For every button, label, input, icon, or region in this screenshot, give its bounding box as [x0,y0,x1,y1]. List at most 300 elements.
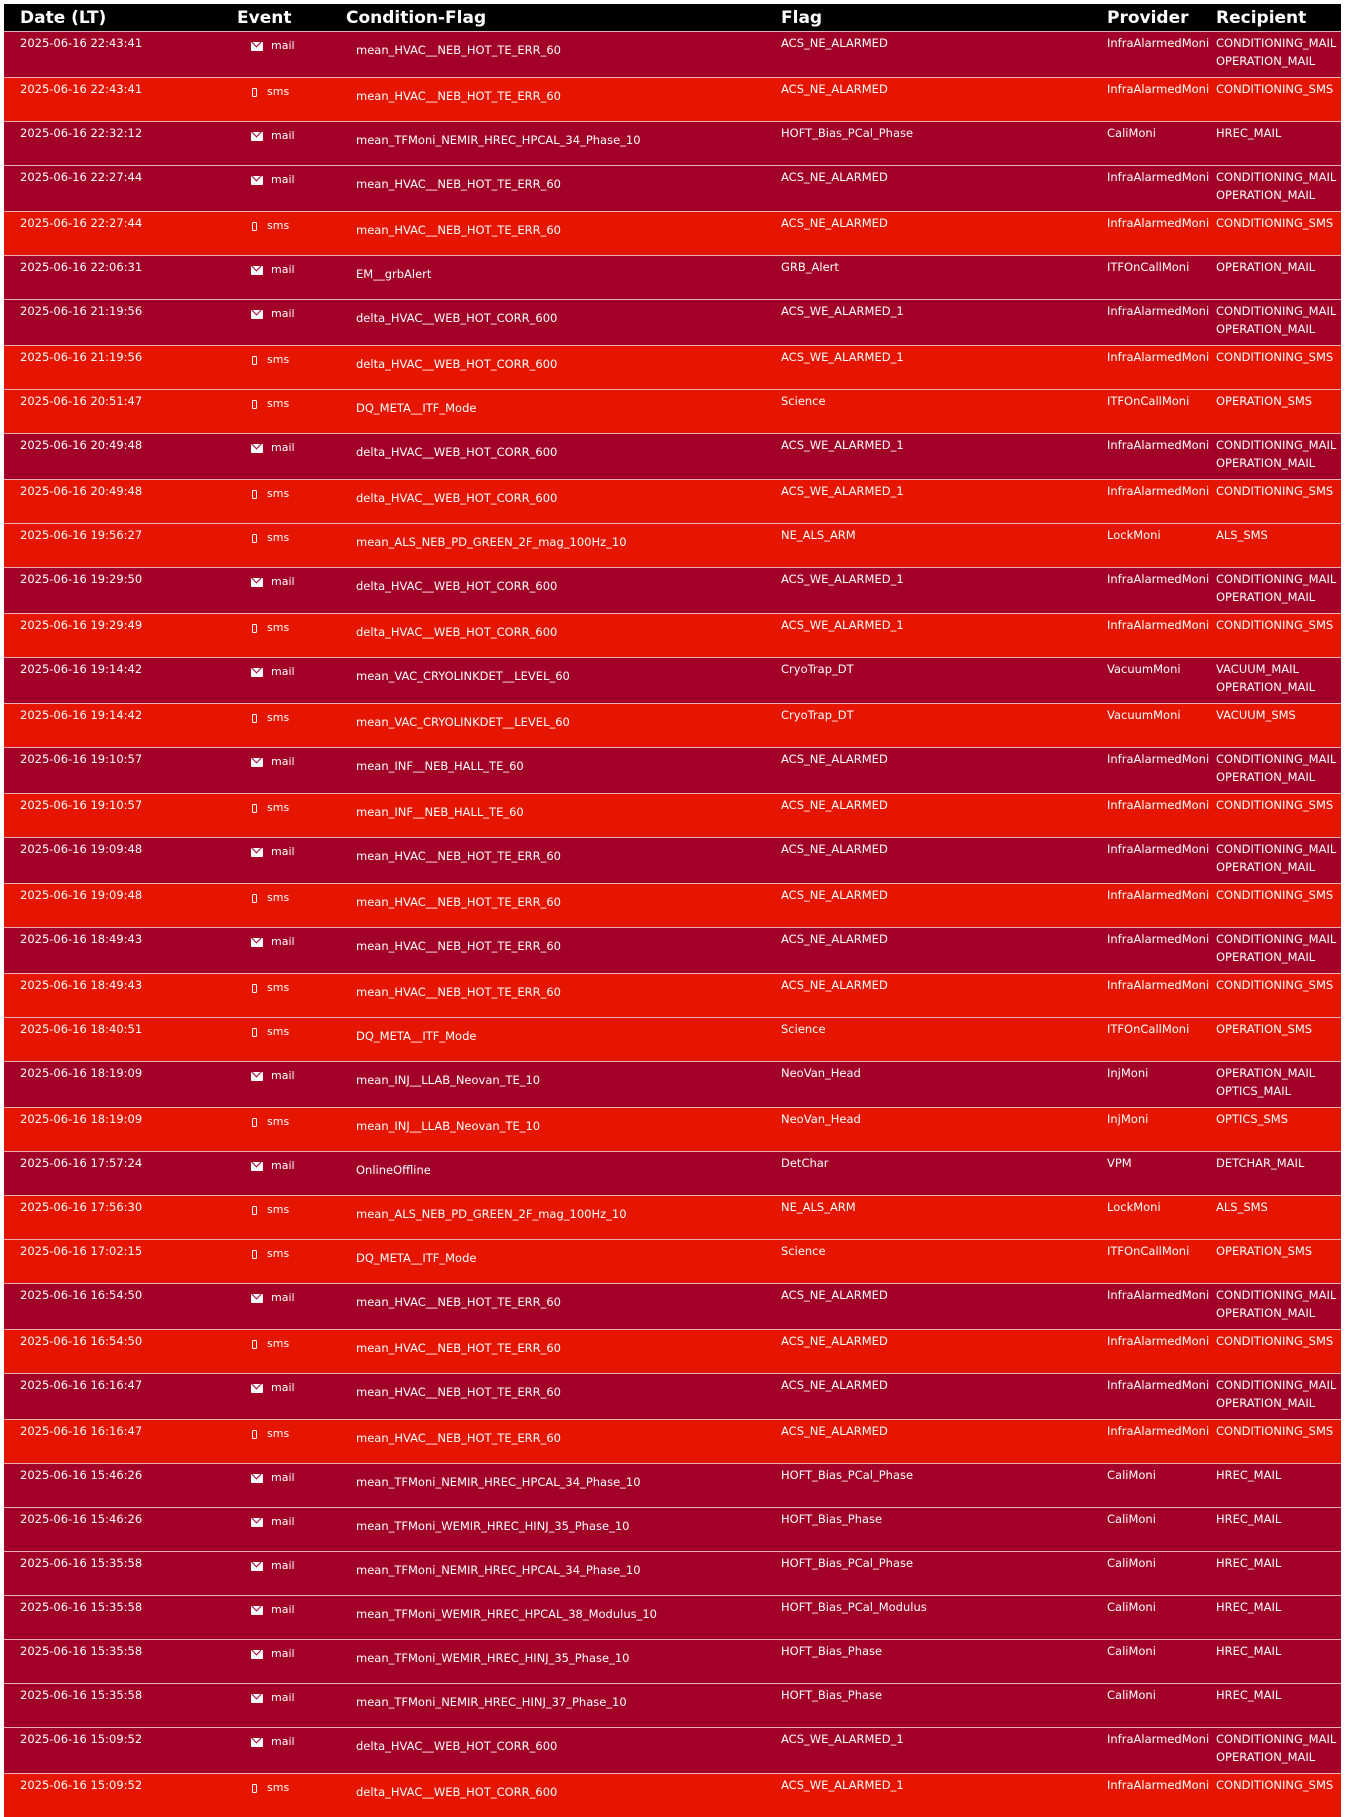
date-cell: 2025-06-16 20:49:48 [4,433,237,479]
event-label: sms [267,353,290,366]
event-label: mail [271,39,295,52]
table-row[interactable] [4,1195,1341,1239]
condition-flag-cell: mean_HVAC__NEB_HOT_TE_ERR_60 [346,1419,781,1463]
condition-flag-cell: mean_TFMoni_NEMIR_HREC_HPCAL_34_Phase_10 [346,121,781,165]
date-cell: 2025-06-16 19:29:50 [4,567,237,613]
recipient-value: OPERATION_MAIL [1216,1306,1316,1320]
condition-flag-cell: mean_TFMoni_WEMIR_HREC_HINJ_35_Phase_10 [346,1507,781,1551]
condition-flag-cell: mean_TFMoni_NEMIR_HREC_HINJ_37_Phase_10 [346,1683,781,1727]
flag-cell: ACS_NE_ALARMED [781,1283,1107,1329]
event-cell [237,1683,346,1727]
mobile-phone-icon [252,1206,257,1215]
table-row[interactable] [4,165,1341,211]
date-cell: 2025-06-16 15:35:58 [4,1639,237,1683]
event-cell [237,883,346,927]
condition-flag-cell: delta_HVAC__WEB_HOT_CORR_600 [346,345,781,389]
mobile-phone-icon [252,984,257,993]
date-cell: 2025-06-16 19:09:48 [4,883,237,927]
recipient-value: CONDITIONING_SMS [1216,798,1334,812]
recipient-cell [1216,211,1341,255]
flag-cell: ACS_NE_ALARMED [781,31,1107,77]
table-row[interactable] [4,255,1341,299]
recipient-cell [1216,433,1341,479]
flag-cell: HOFT_Bias_PCal_Phase [781,121,1107,165]
event-label: mail [271,1159,295,1172]
envelope-icon [251,1738,263,1747]
provider-cell: InfraAlarmedMoni [1107,927,1216,973]
flag-cell: ACS_NE_ALARMED [781,1329,1107,1373]
flag-cell: HOFT_Bias_Phase [781,1683,1107,1727]
recipient-value: CONDITIONING_SMS [1216,1778,1334,1792]
condition-flag-cell: mean_TFMoni_NEMIR_HREC_HPCAL_34_Phase_10 [346,1551,781,1595]
condition-flag-cell: mean_ALS_NEB_PD_GREEN_2F_mag_100Hz_10 [346,523,781,567]
flag-cell: ACS_NE_ALARMED [781,793,1107,837]
recipient-cell [1216,613,1341,657]
table-row[interactable] [4,523,1341,567]
condition-flag-cell: OnlineOffline [346,1151,781,1195]
flag-cell: DetChar [781,1151,1107,1195]
recipient-cell [1216,837,1341,883]
event-label: sms [267,397,290,410]
event-cell [237,1727,346,1773]
envelope-icon [251,1474,263,1483]
mobile-phone-icon [252,1340,257,1349]
mobile-phone-icon [252,1430,257,1439]
envelope-icon [251,1606,263,1615]
date-cell: 2025-06-16 18:40:51 [4,1017,237,1061]
table-row[interactable] [4,31,1341,77]
event-cell [237,703,346,747]
table-row[interactable] [4,1329,1341,1373]
table-row[interactable] [4,1151,1341,1195]
event-label: sms [267,531,290,544]
mobile-phone-icon [252,222,257,231]
provider-cell: CaliMoni [1107,1463,1216,1507]
envelope-icon [251,444,263,453]
table-row[interactable] [4,1463,1341,1507]
date-cell: 2025-06-16 20:49:48 [4,479,237,523]
recipient-value: CONDITIONING_SMS [1216,618,1334,632]
condition-flag-cell: delta_HVAC__WEB_HOT_CORR_600 [346,1727,781,1773]
column-header-provider[interactable]: Provider [1107,4,1216,31]
provider-cell: CaliMoni [1107,1639,1216,1683]
provider-cell: ITFOnCallMoni [1107,255,1216,299]
table-row[interactable] [4,1507,1341,1551]
table-row[interactable] [4,657,1341,703]
provider-cell: VacuumMoni [1107,657,1216,703]
provider-cell: InfraAlarmedMoni [1107,211,1216,255]
table-row[interactable] [4,1061,1341,1107]
recipient-value: CONDITIONING_MAIL [1216,932,1337,946]
provider-cell: InfraAlarmedMoni [1107,1329,1216,1373]
date-cell: 2025-06-16 16:54:50 [4,1283,237,1329]
date-cell: 2025-06-16 21:19:56 [4,345,237,389]
provider-cell: CaliMoni [1107,1683,1216,1727]
table-row[interactable] [4,77,1341,121]
condition-flag-cell: mean_HVAC__NEB_HOT_TE_ERR_60 [346,1329,781,1373]
recipient-cell [1216,1551,1341,1595]
recipient-value: OPERATION_SMS [1216,1022,1313,1036]
date-cell: 2025-06-16 15:35:58 [4,1683,237,1727]
event-cell [237,747,346,793]
provider-cell: InfraAlarmedMoni [1107,1283,1216,1329]
table-row[interactable] [4,1551,1341,1595]
provider-cell: LockMoni [1107,1195,1216,1239]
date-cell: 2025-06-16 16:16:47 [4,1373,237,1419]
mobile-phone-icon [252,1784,257,1793]
recipient-value: CONDITIONING_MAIL [1216,438,1337,452]
event-cell [237,613,346,657]
provider-cell: VacuumMoni [1107,703,1216,747]
event-label: sms [267,219,290,232]
recipient-cell [1216,1283,1341,1329]
mobile-phone-icon [252,1250,257,1259]
recipient-value: OPERATION_SMS [1216,394,1313,408]
recipient-value: OPERATION_MAIL [1216,950,1316,964]
event-label: sms [267,1781,290,1794]
date-cell: 2025-06-16 15:46:26 [4,1507,237,1551]
table-row[interactable] [4,345,1341,389]
event-label: mail [271,1069,295,1082]
flag-cell: ACS_NE_ALARMED [781,1419,1107,1463]
recipient-value: OPERATION_MAIL [1216,260,1316,274]
table-row[interactable] [4,1773,1341,1817]
flag-cell: HOFT_Bias_Phase [781,1507,1107,1551]
event-label: mail [271,1381,295,1394]
date-cell: 2025-06-16 18:19:09 [4,1107,237,1151]
table-row[interactable] [4,433,1341,479]
flag-cell: GRB_Alert [781,255,1107,299]
table-row[interactable] [4,613,1341,657]
table-row[interactable] [4,1419,1341,1463]
flag-cell: NE_ALS_ARM [781,1195,1107,1239]
envelope-icon [251,132,263,141]
table-row[interactable] [4,1107,1341,1151]
table-row[interactable] [4,1595,1341,1639]
flag-cell: ACS_WE_ALARMED_1 [781,1773,1107,1817]
recipient-value: OPERATION_SMS [1216,1244,1313,1258]
recipient-value: VACUUM_SMS [1216,708,1296,722]
table-row[interactable] [4,299,1341,345]
date-cell: 2025-06-16 22:06:31 [4,255,237,299]
date-cell: 2025-06-16 15:35:58 [4,1595,237,1639]
event-cell [237,1017,346,1061]
flag-cell: CryoTrap_DT [781,657,1107,703]
recipient-value: CONDITIONING_SMS [1216,82,1334,96]
condition-flag-cell: mean_HVAC__NEB_HOT_TE_ERR_60 [346,165,781,211]
recipient-value: CONDITIONING_SMS [1216,1424,1334,1438]
recipient-value: ALS_SMS [1216,1200,1268,1214]
date-cell: 2025-06-16 19:14:42 [4,657,237,703]
condition-flag-cell: mean_HVAC__NEB_HOT_TE_ERR_60 [346,973,781,1017]
date-cell: 2025-06-16 19:14:42 [4,703,237,747]
envelope-icon [251,266,263,275]
event-cell [237,793,346,837]
recipient-value: OPERATION_MAIL [1216,1750,1316,1764]
provider-cell: InfraAlarmedMoni [1107,1727,1216,1773]
condition-flag-cell: delta_HVAC__WEB_HOT_CORR_600 [346,567,781,613]
provider-cell: InfraAlarmedMoni [1107,479,1216,523]
provider-cell: InfraAlarmedMoni [1107,165,1216,211]
table-row[interactable] [4,1373,1341,1419]
recipient-cell [1216,389,1341,433]
event-label: mail [271,1515,295,1528]
envelope-icon [251,1650,263,1659]
date-cell: 2025-06-16 22:43:41 [4,77,237,121]
date-cell: 2025-06-16 16:16:47 [4,1419,237,1463]
provider-cell: InfraAlarmedMoni [1107,837,1216,883]
recipient-value: CONDITIONING_SMS [1216,216,1334,230]
event-label: mail [271,575,295,588]
date-cell: 2025-06-16 19:29:49 [4,613,237,657]
event-label: mail [271,1691,295,1704]
recipient-cell [1216,1683,1341,1727]
recipient-value: HREC_MAIL [1216,1600,1282,1614]
condition-flag-cell: mean_INJ__LLAB_Neovan_TE_10 [346,1107,781,1151]
table-row[interactable] [4,1239,1341,1283]
recipient-value: OPERATION_MAIL [1216,188,1316,202]
recipient-cell [1216,883,1341,927]
mobile-phone-icon [252,400,257,409]
recipient-value: HREC_MAIL [1216,1556,1282,1570]
event-cell [237,1773,346,1817]
event-cell [237,31,346,77]
recipient-cell [1216,1195,1341,1239]
provider-cell: CaliMoni [1107,1507,1216,1551]
event-cell [237,1373,346,1419]
table-row[interactable] [4,927,1341,973]
recipient-cell [1216,973,1341,1017]
condition-flag-cell: mean_HVAC__NEB_HOT_TE_ERR_60 [346,883,781,927]
condition-flag-cell: mean_HVAC__NEB_HOT_TE_ERR_60 [346,1283,781,1329]
envelope-icon [251,668,263,677]
mobile-phone-icon [252,714,257,723]
flag-cell: ACS_NE_ALARMED [781,973,1107,1017]
flag-cell: ACS_WE_ALARMED_1 [781,299,1107,345]
event-cell [237,1595,346,1639]
recipient-cell [1216,1061,1341,1107]
table-row[interactable] [4,793,1341,837]
recipient-cell [1216,77,1341,121]
recipient-value: CONDITIONING_SMS [1216,1334,1334,1348]
event-label: mail [271,1647,295,1660]
table-row[interactable] [4,747,1341,793]
mobile-phone-icon [252,534,257,543]
event-label: sms [267,981,290,994]
table-row[interactable] [4,1727,1341,1773]
mobile-phone-icon [252,88,257,97]
table-row[interactable] [4,121,1341,165]
recipient-value: OPTICS_MAIL [1216,1084,1292,1098]
condition-flag-cell: mean_HVAC__NEB_HOT_TE_ERR_60 [346,211,781,255]
recipient-cell [1216,1419,1341,1463]
event-cell [237,1507,346,1551]
event-label: sms [267,621,290,634]
recipient-cell [1216,1107,1341,1151]
mobile-phone-icon [252,894,257,903]
event-label: sms [267,1427,290,1440]
event-label: mail [271,1735,295,1748]
recipient-cell [1216,1373,1341,1419]
event-cell [237,837,346,883]
recipient-cell [1216,567,1341,613]
recipient-cell [1216,1639,1341,1683]
flag-cell: Science [781,389,1107,433]
table-row[interactable] [4,883,1341,927]
provider-cell: InfraAlarmedMoni [1107,1773,1216,1817]
recipient-cell [1216,1239,1341,1283]
flag-cell: ACS_NE_ALARMED [781,77,1107,121]
date-cell: 2025-06-16 19:10:57 [4,747,237,793]
condition-flag-cell: EM__grbAlert [346,255,781,299]
date-cell: 2025-06-16 18:49:43 [4,973,237,1017]
column-header-date[interactable]: Date (LT) [4,4,237,31]
table-row[interactable] [4,1283,1341,1329]
event-cell [237,1151,346,1195]
event-cell [237,345,346,389]
date-cell: 2025-06-16 15:09:52 [4,1773,237,1817]
provider-cell: InfraAlarmedMoni [1107,31,1216,77]
condition-flag-cell: DQ_META__ITF_Mode [346,1239,781,1283]
table-body [4,31,1341,1817]
envelope-icon [251,1518,263,1527]
condition-flag-cell: mean_TFMoni_WEMIR_HREC_HINJ_35_Phase_10 [346,1639,781,1683]
recipient-value: CONDITIONING_SMS [1216,350,1334,364]
recipient-value: OPERATION_MAIL [1216,1066,1316,1080]
event-label: sms [267,801,290,814]
table-row[interactable] [4,567,1341,613]
event-label: mail [271,1291,295,1304]
envelope-icon [251,1694,263,1703]
event-label: mail [271,1603,295,1616]
recipient-value: OPERATION_MAIL [1216,770,1316,784]
recipient-value: OPERATION_MAIL [1216,1396,1316,1410]
provider-cell: InfraAlarmedMoni [1107,793,1216,837]
recipient-cell [1216,1595,1341,1639]
event-cell [237,77,346,121]
recipient-cell [1216,31,1341,77]
condition-flag-cell: mean_INF__NEB_HALL_TE_60 [346,747,781,793]
recipient-value: HREC_MAIL [1216,1688,1282,1702]
column-header-event[interactable]: Event [237,4,346,31]
flag-cell: ACS_WE_ALARMED_1 [781,613,1107,657]
recipient-cell [1216,747,1341,793]
recipient-cell [1216,345,1341,389]
column-header-flag[interactable]: Flag [781,4,1107,31]
flag-cell: HOFT_Bias_PCal_Modulus [781,1595,1107,1639]
table-row[interactable] [4,211,1341,255]
condition-flag-cell: mean_HVAC__NEB_HOT_TE_ERR_60 [346,77,781,121]
envelope-icon [251,176,263,185]
table-row[interactable] [4,1017,1341,1061]
recipient-value: CONDITIONING_MAIL [1216,304,1337,318]
flag-cell: HOFT_Bias_Phase [781,1639,1107,1683]
event-label: sms [267,1247,290,1260]
recipient-value: CONDITIONING_MAIL [1216,842,1337,856]
recipient-cell [1216,523,1341,567]
date-cell: 2025-06-16 22:43:41 [4,31,237,77]
event-label: sms [267,891,290,904]
event-label: mail [271,755,295,768]
recipient-cell [1216,1017,1341,1061]
condition-flag-cell: delta_HVAC__WEB_HOT_CORR_600 [346,433,781,479]
recipient-value: OPERATION_MAIL [1216,322,1316,336]
event-cell [237,165,346,211]
condition-flag-cell: delta_HVAC__WEB_HOT_CORR_600 [346,1773,781,1817]
recipient-value: DETCHAR_MAIL [1216,1156,1305,1170]
envelope-icon [251,1072,263,1081]
flag-cell: ACS_NE_ALARMED [781,1373,1107,1419]
date-cell: 2025-06-16 15:09:52 [4,1727,237,1773]
envelope-icon [251,1562,263,1571]
table-row[interactable] [4,973,1341,1017]
table-row[interactable] [4,1639,1341,1683]
event-cell [237,1239,346,1283]
event-label: mail [271,1471,295,1484]
flag-cell: HOFT_Bias_PCal_Phase [781,1551,1107,1595]
flag-cell: Science [781,1017,1107,1061]
recipient-cell [1216,299,1341,345]
recipient-cell [1216,657,1341,703]
column-header-condition-flag[interactable]: Condition-Flag [346,4,781,31]
provider-cell: InjMoni [1107,1107,1216,1151]
recipient-value: OPERATION_MAIL [1216,456,1316,470]
envelope-icon [251,310,263,319]
event-cell [237,927,346,973]
mobile-phone-icon [252,356,257,365]
condition-flag-cell: mean_ALS_NEB_PD_GREEN_2F_mag_100Hz_10 [346,1195,781,1239]
recipient-cell [1216,1727,1341,1773]
recipient-value: CONDITIONING_MAIL [1216,170,1337,184]
event-cell [237,1283,346,1329]
event-cell [237,1419,346,1463]
date-cell: 2025-06-16 22:27:44 [4,165,237,211]
envelope-icon [251,1294,263,1303]
event-cell [237,523,346,567]
table-row[interactable] [4,389,1341,433]
flag-cell: HOFT_Bias_PCal_Phase [781,1463,1107,1507]
flag-cell: ACS_NE_ALARMED [781,837,1107,883]
event-label: mail [271,845,295,858]
envelope-icon [251,578,263,587]
table-row[interactable] [4,703,1341,747]
flag-cell: ACS_NE_ALARMED [781,883,1107,927]
table-row[interactable] [4,837,1341,883]
event-label: sms [267,1025,290,1038]
event-label: mail [271,441,295,454]
condition-flag-cell: mean_HVAC__NEB_HOT_TE_ERR_60 [346,837,781,883]
provider-cell: InfraAlarmedMoni [1107,973,1216,1017]
column-header-recipient[interactable]: Recipient [1216,4,1341,31]
date-cell: 2025-06-16 21:19:56 [4,299,237,345]
recipient-value: HREC_MAIL [1216,1512,1282,1526]
envelope-icon [251,1384,263,1393]
mobile-phone-icon [252,1118,257,1127]
event-label: sms [267,1337,290,1350]
recipient-cell [1216,927,1341,973]
table-row[interactable] [4,479,1341,523]
date-cell: 2025-06-16 22:32:12 [4,121,237,165]
event-label: mail [271,935,295,948]
envelope-icon [251,42,263,51]
table-row[interactable] [4,1683,1341,1727]
date-cell: 2025-06-16 17:57:24 [4,1151,237,1195]
event-label: mail [271,1559,295,1572]
event-cell [237,1639,346,1683]
event-cell [237,567,346,613]
provider-cell: InjMoni [1107,1061,1216,1107]
recipient-value: CONDITIONING_MAIL [1216,752,1337,766]
